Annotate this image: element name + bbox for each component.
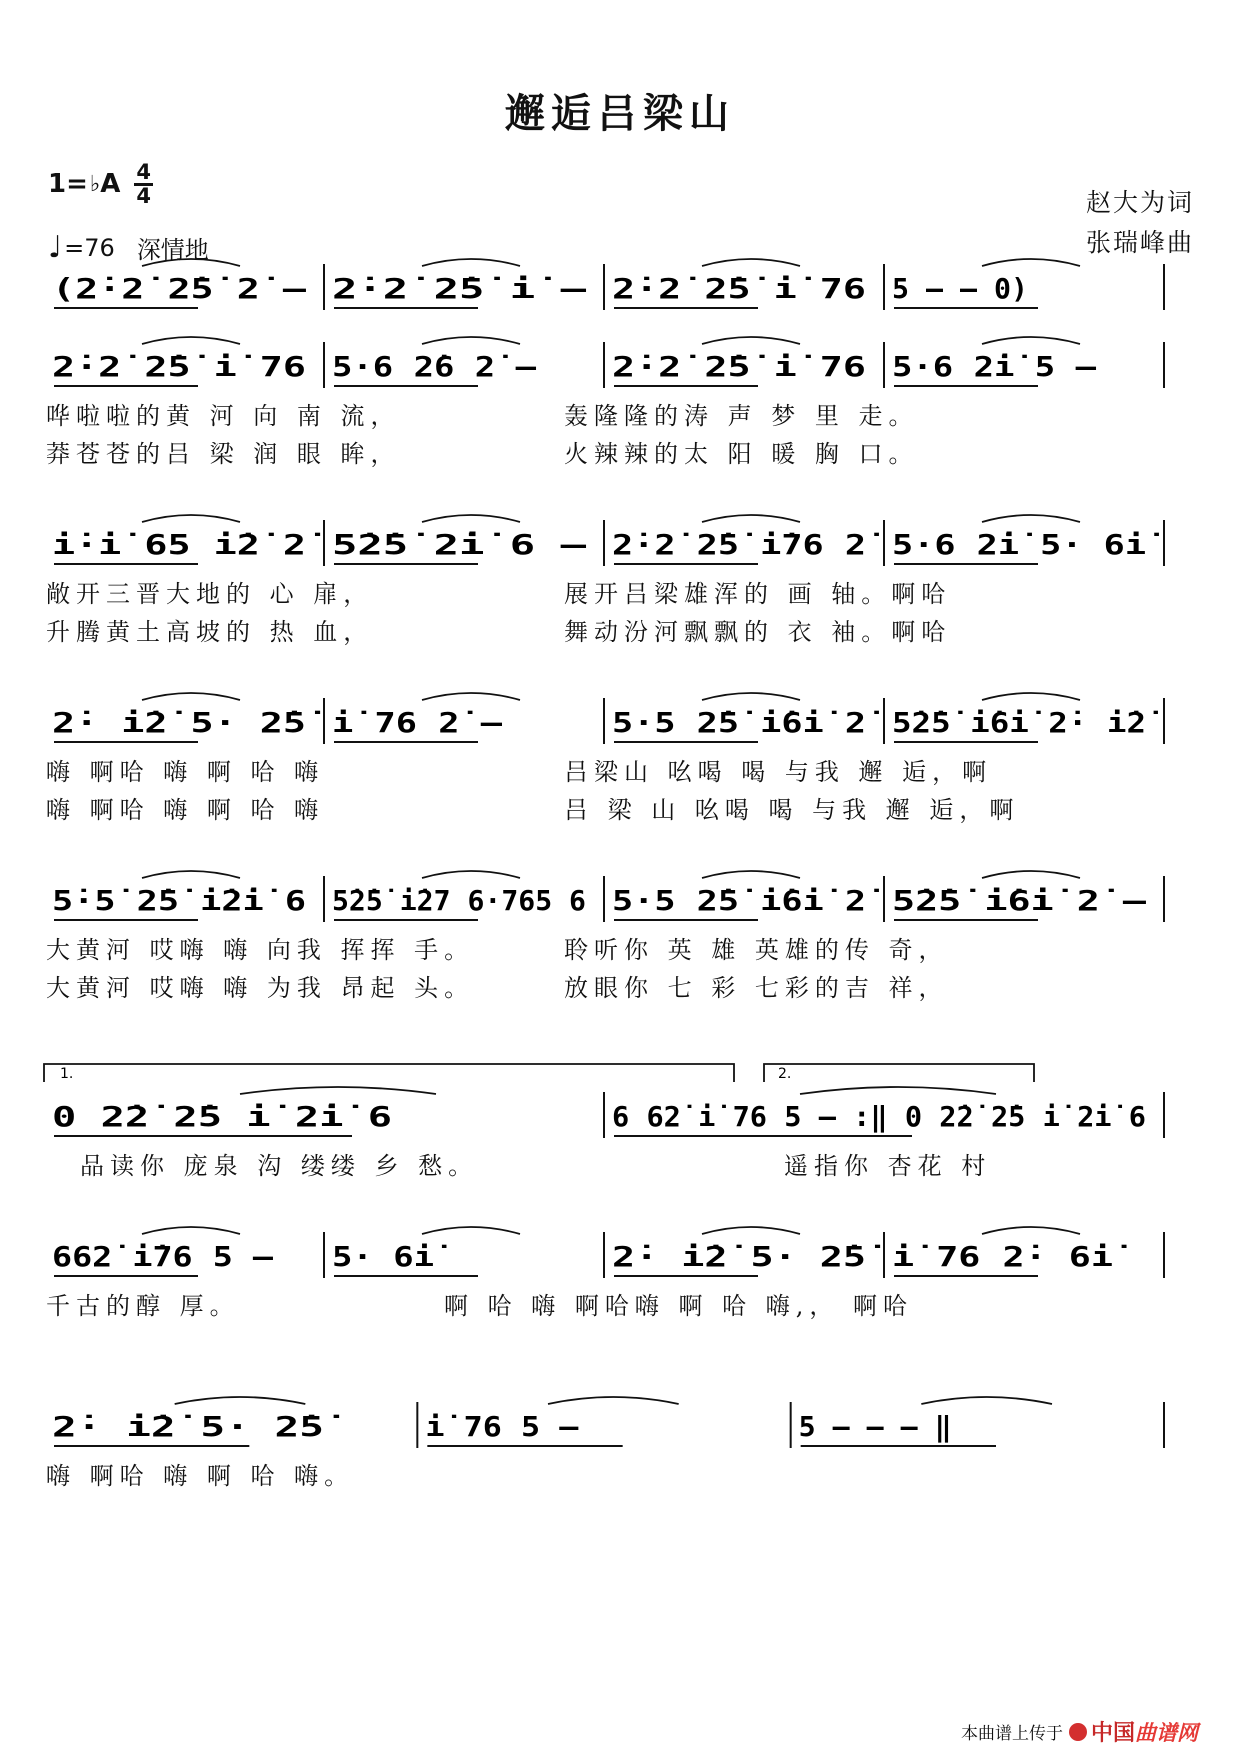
lyric-text: 嗨 啊哈 嗨 啊 哈 嗨。 (46, 1462, 355, 1490)
slur (142, 515, 240, 522)
measure: 5·6 2̇i̇ 5 – (892, 350, 1097, 383)
score-row (44, 336, 1194, 472)
lyric-text: 大黄河 哎嗨 嗨 向我 挥挥 手。 (46, 936, 475, 964)
slur (702, 515, 800, 522)
lyric-text: 啊 哈 嗨 啊哈嗨 啊 哈 嗨,， 啊哈 (444, 1292, 914, 1320)
slur (702, 337, 800, 344)
slur (702, 693, 800, 700)
lyric-line (44, 968, 1194, 1006)
expression-marking: 深情地 (136, 236, 209, 264)
lyric-line (44, 574, 1194, 612)
slur (982, 693, 1080, 700)
slur (702, 1227, 800, 1234)
site-name: 中国 (1090, 1720, 1135, 1746)
measure: 2̇·2̇ 2̇5̇ i̇ 76 (612, 350, 866, 383)
volta-label-2: 2. (778, 1066, 792, 1082)
score-row (44, 258, 1194, 318)
lyric-line (44, 752, 1194, 790)
site-logo-icon (1069, 1723, 1087, 1741)
slur (982, 259, 1080, 266)
measure: i̇·i̇ 65 i̇2̇ 2̇ (52, 528, 322, 561)
lyric-text: 放眼你 七 彩 七彩的吉 祥， (564, 974, 949, 1002)
measure: 5 – – 0) (892, 272, 1028, 305)
meter-bottom: 4 (136, 184, 152, 208)
staff-svg (44, 1226, 1194, 1286)
lyric-text: 展开吕梁雄浑的 画 轴。啊哈 (564, 580, 952, 608)
lyric-line (44, 1146, 1194, 1184)
footer-text: 本曲谱上传于 (960, 1724, 1063, 1744)
measure: i̇ 76 5 – (425, 1410, 579, 1443)
lyric-text: 莽苍苍的吕 梁 润 眼 眸， (46, 440, 401, 468)
footer (961, 1716, 1198, 1747)
measure: 5·6 2̇6 2̇ – (332, 350, 537, 383)
measure: 2̇· i̇2̇ 5· 2̇5̇ (52, 1410, 341, 1443)
slur (548, 1397, 679, 1404)
lyric-line (44, 612, 1194, 650)
lyric-text: 遥指你 杏花 村 (784, 1152, 992, 1180)
quarter-note-icon: ♩ (48, 230, 63, 265)
slur (422, 693, 520, 700)
notes-line (44, 258, 1194, 318)
slur (142, 693, 240, 700)
measure: 5· 6i̇ (332, 1240, 448, 1273)
time-signature (134, 162, 153, 206)
key-note: A (100, 169, 121, 199)
slur (702, 259, 800, 266)
staff-svg (44, 336, 1194, 396)
slur (702, 871, 800, 878)
measure: 0 2̇2̇ 2̇5 i̇ 2̇i̇ 6 (52, 1100, 392, 1133)
slur (982, 337, 1080, 344)
key-signature (48, 162, 153, 206)
measure: 2̇·2̇ 2̇5̇ i̇ – (332, 272, 587, 305)
staff-svg (44, 1066, 1194, 1146)
score-row (44, 1066, 1194, 1184)
slur (175, 1397, 306, 1404)
lyric-line (44, 790, 1194, 828)
lyric-line (44, 1286, 1194, 1324)
measure: 6 62̇ i̇ 76 5 – :‖ 0 2̇2̇ 2̇5 i̇ 2̇i̇ 6 (612, 1100, 1146, 1133)
notes-line (44, 692, 1194, 752)
slur (982, 1227, 1080, 1234)
notes-line (44, 336, 1194, 396)
notes-line (44, 870, 1194, 930)
lyric-text: 大黄河 哎嗨 嗨 为我 昂起 头。 (46, 974, 475, 1002)
slur (142, 259, 240, 266)
slur (142, 337, 240, 344)
lyric-text: 吕 梁 山 吆喝 喝 与我 邂 逅，啊 (564, 796, 1020, 824)
slur (422, 871, 520, 878)
lyric-text: 嗨 啊哈 嗨 啊 哈 嗨 (46, 796, 325, 824)
score-row (44, 1226, 1194, 1324)
site-name-sub: 曲谱网 (1135, 1720, 1198, 1745)
lyric-text: 舞动汾河飘飘的 衣 袖。啊哈 (564, 618, 952, 646)
staff-svg (44, 870, 1194, 930)
slur (422, 259, 520, 266)
lyricist-credit: 赵大为词 (1085, 188, 1194, 217)
lyric-text: 吕梁山 吆喝 喝 与我 邂 逅，啊 (564, 758, 993, 786)
composer-credit: 张瑞峰曲 (1085, 228, 1194, 257)
key-prefix: 1= (48, 169, 88, 199)
volta-label-1: 1. (60, 1066, 74, 1082)
measure: 5·6 2̇i̇ 5· 6i̇ (892, 528, 1160, 561)
notes-line (44, 1066, 1194, 1146)
lyric-text: 火辣辣的太 阳 暖 胸 口。 (564, 440, 919, 468)
lyric-line (44, 396, 1194, 434)
slur (422, 337, 520, 344)
slur (982, 515, 1080, 522)
lyric-text: 轰隆隆的涛 声 梦 里 走。 (564, 402, 919, 430)
measure: 2̇· i̇2̇ 5· 2̇5̇ (612, 1240, 882, 1273)
notes-line (44, 1396, 1194, 1456)
score-row (44, 870, 1194, 1006)
measure: 2̇·2̇ 2̇5̇ i̇76 2̇ (612, 528, 880, 561)
slur (982, 871, 1080, 878)
lyric-text: 千古的醇 厚。 (46, 1292, 240, 1320)
measure: 5̇2̇5̇ 2̇i̇ 6 – (332, 528, 587, 561)
slur (142, 1227, 240, 1234)
measure: 662̇ i̇76 5 – (52, 1240, 274, 1273)
measure: 2̇· i̇2̇ 5· 2̇5̇ (52, 706, 322, 739)
lyric-text: 聆听你 英 雄 英雄的传 奇， (564, 936, 949, 964)
staff-svg (44, 514, 1194, 574)
song-title: 邂逅吕梁山 (505, 90, 735, 137)
measure: 5·5 2̇5̇ i̇6i̇ 2̇ (612, 884, 880, 917)
lyric-line (44, 1456, 1194, 1494)
tempo-value: =76 (64, 233, 115, 262)
measure: 5̇2̇5̇ i̇27 6·765 6 (332, 884, 586, 917)
notes-line (44, 1226, 1194, 1286)
measure: (2̇·2̇ 2̇5̇ 2̇ – (52, 272, 307, 305)
flat-symbol: ♭ (89, 171, 101, 197)
score-row (44, 692, 1194, 828)
staff-svg (44, 258, 1194, 318)
lyric-text: 敞开三晋大地的 心 扉， (46, 580, 374, 608)
staff-svg (44, 1396, 1194, 1456)
measure: 2̇·2̇ 2̇5̇ i̇ 76 (612, 272, 866, 305)
notes-line (44, 514, 1194, 574)
measure: 5̇·5̇ 2̇5̇ i̇2̇i̇ 6 (52, 884, 306, 917)
measure: 5 – – – ‖ (798, 1410, 952, 1443)
meter-top: 4 (136, 160, 152, 184)
volta-bracket-1 (44, 1064, 734, 1082)
measure: i̇ 76 2̇ – (332, 706, 503, 739)
lyric-line (44, 930, 1194, 968)
lyric-text: 嗨 啊哈 嗨 啊 哈 嗨 (46, 758, 325, 786)
measure: i̇ 76 2̇· 6i̇ (892, 1240, 1128, 1273)
lyric-text: 哗啦啦的黄 河 向 南 流， (46, 402, 401, 430)
slur (800, 1087, 996, 1094)
score-row (44, 1396, 1194, 1494)
lyric-line (44, 434, 1194, 472)
measure: 5̇2̇5̇ i̇6i̇ 2̇· i̇2̇ (892, 706, 1159, 739)
measure: 5·5 2̇5̇ i̇6i̇ 2̇ (612, 706, 880, 739)
slur (422, 515, 520, 522)
measure: 5̇2̇5̇ i̇6i̇ 2̇ – (892, 884, 1147, 917)
slur (240, 1087, 436, 1094)
slur (422, 1227, 520, 1234)
lyric-text: 品读你 庞泉 沟 缕缕 乡 愁。 (80, 1152, 479, 1180)
score-row (44, 514, 1194, 650)
measure: 2̇·2̇ 2̇5̇ i̇ 76 (52, 350, 306, 383)
staff-svg (44, 692, 1194, 752)
slur (142, 871, 240, 878)
lyric-text: 升腾黄土高坡的 热 血， (46, 618, 374, 646)
slur (921, 1397, 1052, 1404)
volta-bracket-2 (764, 1064, 1034, 1082)
